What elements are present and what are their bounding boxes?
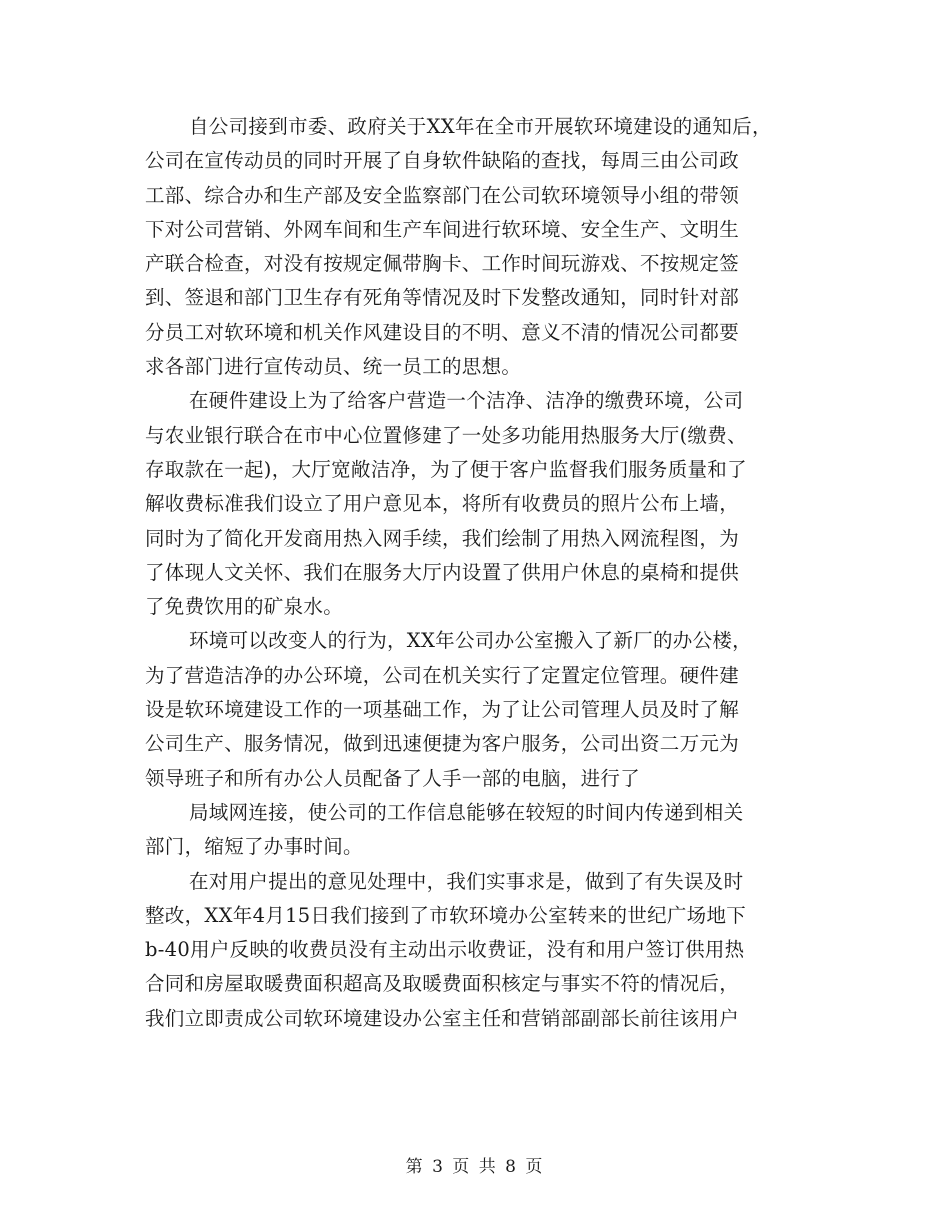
text-line: 了体现人文关怀、我们在服务大厅内设置了供用户休息的桌椅和提供 — [145, 560, 740, 584]
text-line: 在硬件建设上为了给客户营造一个洁净、洁净的缴费环境，公司 — [189, 389, 744, 413]
text-line: 解收费标准我们设立了用户意见本，将所有收费员的照片公布上墙， — [145, 492, 740, 516]
text-line: 存取款在一起)，大厅宽敞洁净，为了便于客户监督我们服务质量和了 — [145, 457, 747, 481]
text-line: 与农业银行联合在市中心位置修建了一处多功能用热服务大厅(缴费、 — [145, 423, 747, 447]
text-line: 了免费饮用的矿泉水。 — [145, 595, 344, 619]
text-line: 设是软环境建设工作的一项基础工作，为了让公司管理人员及时了解 — [145, 698, 740, 722]
text-line: 同时为了简化开发商用热入网手续，我们绘制了用热入网流程图，为 — [145, 526, 740, 550]
text-line: 下对公司营销、外网车间和生产车间进行软环境、安全生产、文明生 — [145, 217, 740, 241]
text-line: 局域网连接，使公司的工作信息能够在较短的时间内传递到相关 — [189, 800, 744, 824]
text-line: 环境可以改变人的行为，XX年公司办公室搬入了新厂的办公楼， — [189, 629, 752, 653]
text-line: 合同和房屋取暖费面积超高及取暖费面积核定与事实不符的情况后， — [145, 972, 740, 996]
text-line: 整改，XX年4月15日我们接到了市软环境办公室转来的世纪广场地下 — [145, 903, 747, 927]
text-line: 工部、综合办和生产部及安全监察部门在公司软环境领导小组的带领 — [145, 183, 740, 207]
text-line: 公司在宣传动员的同时开展了自身软件缺陷的查找，每周三由公司政 — [145, 149, 740, 173]
text-line: 产联合检查，对没有按规定佩带胸卡、工作时间玩游戏、不按规定签 — [145, 252, 740, 276]
text-line: 部门，缩短了办事时间。 — [145, 835, 363, 859]
text-line: b-40用户反映的收费员没有主动出示收费证，没有和用户签订供用热 — [145, 938, 745, 962]
text-line: 到、签退和部门卫生存有死角等情况及时下发整改通知，同时针对部 — [145, 286, 740, 310]
text-line: 在对用户提出的意见处理中，我们实事求是，做到了有失误及时 — [189, 869, 744, 893]
body-text — [145, 110, 825, 1036]
text-line: 领导班子和所有办公人员配备了人手一部的电脑，进行了 — [145, 766, 641, 790]
text-line: 为了营造洁净的办公环境，公司在机关实行了定置定位管理。硬件建 — [145, 663, 740, 687]
text-line: 我们立即责成公司软环境建设办公室主任和营销部副部长前往该用户 — [145, 1006, 740, 1030]
text-line: 分员工对软环境和机关作风建设目的不明、意义不清的情况公司都要 — [145, 320, 740, 344]
page-number-footer: 第 3 页 共 8 页 — [405, 1157, 545, 1177]
text-line: 公司生产、服务情况，做到迅速便捷为客户服务，公司出资二万元为 — [145, 732, 740, 756]
text-line: 自公司接到市委、政府关于XX年在全市开展软环境建设的通知后， — [189, 115, 772, 138]
text-line: 求各部门进行宣传动员、统一员工的思想。 — [145, 355, 522, 379]
